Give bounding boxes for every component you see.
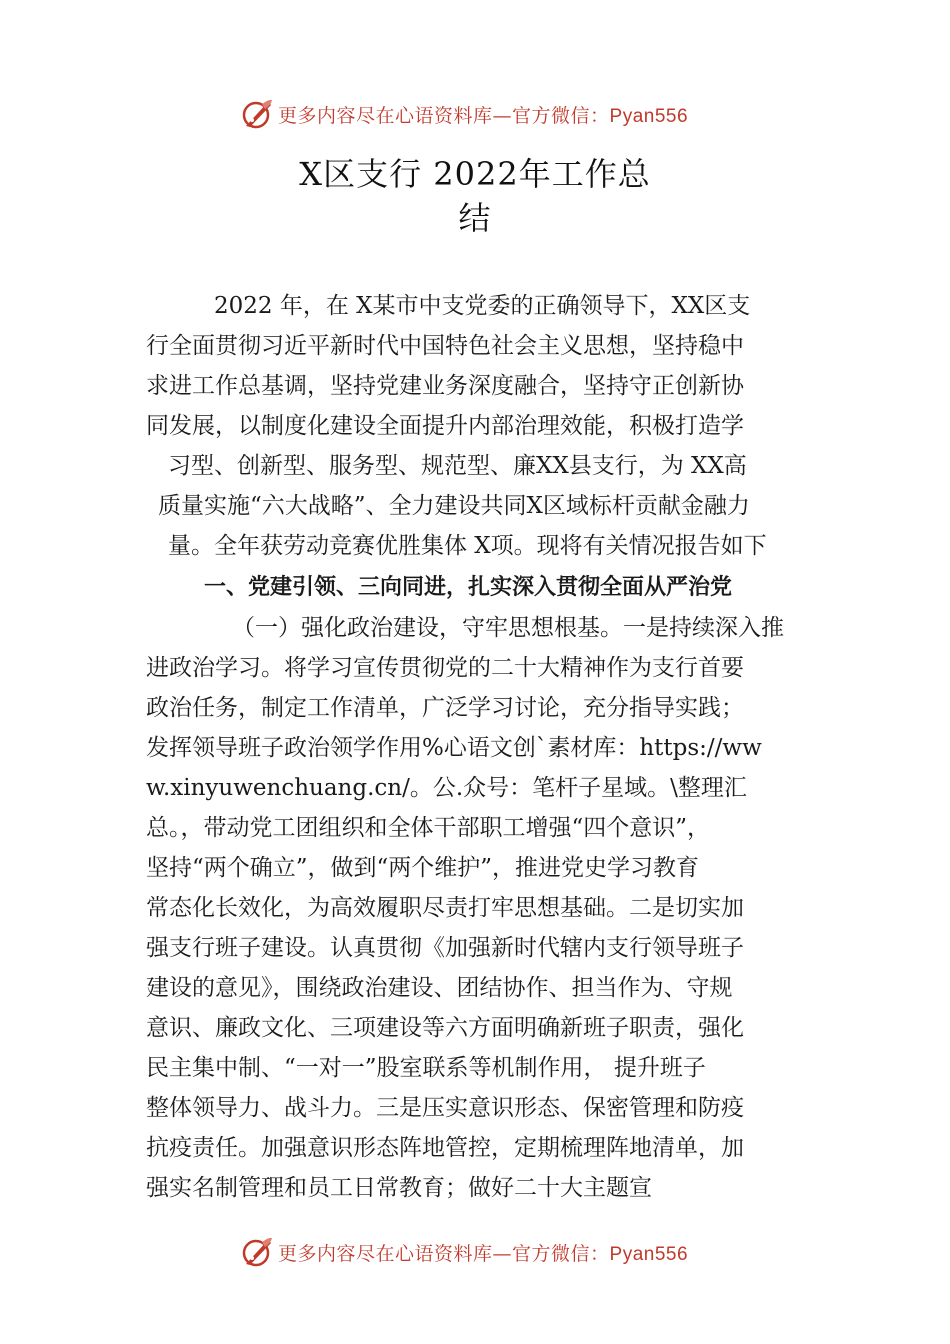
body-line: 2022 年，在 X某市中支党委的正确领导下，XX区支 <box>214 293 751 319</box>
body-line: 求进工作总基调，坚持党建业务深度融合，坚持守正创新协 <box>146 373 744 399</box>
document-title-line-1: X区支行 2022年工作总 <box>299 155 651 193</box>
body-line: 意识、廉政文化、三项建设等六方面明确新班子职责，强化 <box>146 1015 744 1041</box>
body-line: 建设的意见》，围绕政治建设、团结协作、担当作为、守规 <box>146 975 733 1001</box>
body-line: 常态化长效化，为高效履职尽责打牢思想基础。二是切实加 <box>146 895 744 921</box>
body-line: 政治任务，制定工作清单，广泛学习讨论，充分指导实践； <box>146 695 744 721</box>
body-line: 习型、创新型、服务型、规范型、廉XX县支行，为 XX高 <box>168 453 747 479</box>
body-line: 强实名制管理和员工日常教育；做好二十大主题宣 <box>146 1175 652 1201</box>
body-line: 行全面贯彻习近平新时代中国特色社会主义思想，坚持稳中 <box>146 333 744 359</box>
quill-pen-logo-icon <box>238 1234 274 1270</box>
body-line: 整体领导力、战斗力。三是压实意识形态、保密管理和防疫 <box>146 1095 744 1121</box>
watermark-text-top: 更多内容尽在心语资料库—官方微信：Pyan556 <box>278 104 689 127</box>
body-line: 进政治学习。将学习宣传贯彻党的二十大精神作为支行首要 <box>146 655 744 681</box>
body-line: 同发展，以制度化建设全面提升内部治理效能，积极打造学 <box>146 413 744 439</box>
body-line: （一）强化政治建设，守牢思想根基。一是持续深入推 <box>232 615 784 641</box>
body-line: 总。，带动党工团组织和全体干部职工增强“四个意识”， <box>146 815 711 841</box>
watermark-text-bottom: 更多内容尽在心语资料库—官方微信：Pyan556 <box>278 1242 689 1265</box>
watermark-banner-bottom <box>238 1234 758 1270</box>
body-line: 量。全年获劳动竞赛优胜集体 X项。现将有关情况报告如下 <box>168 533 767 559</box>
document-title-line-2: 结 <box>458 199 492 237</box>
body-line: 抗疫责任。加强意识形态阵地管控，定期梳理阵地清单，加 <box>146 1135 744 1161</box>
body-line: 民主集中制、“一对一”股室联系等机制作用， 提升班子 <box>146 1055 706 1081</box>
body-line: 质量实施“六大战略”、全力建设共同X区域标杆贡献金融力 <box>158 493 750 519</box>
body-line: 强支行班子建设。认真贯彻《加强新时代辖内支行领导班子 <box>146 935 744 961</box>
quill-pen-logo-icon <box>238 96 274 132</box>
section-heading: 一、党建引领、三向同进，扎实深入贯彻全面从严治党 <box>204 575 733 600</box>
body-line: w.xinyuwenchuang.cn/。公.众号：笔杆子星域。\整理汇 <box>146 775 747 801</box>
watermark-banner-top <box>238 96 758 132</box>
body-line: 坚持“两个确立”，做到“两个维护”，推进党史学习教育 <box>146 855 700 881</box>
body-line: 发挥领导班子政治领学作用%心语文创`素材库：https://ww <box>146 735 762 761</box>
